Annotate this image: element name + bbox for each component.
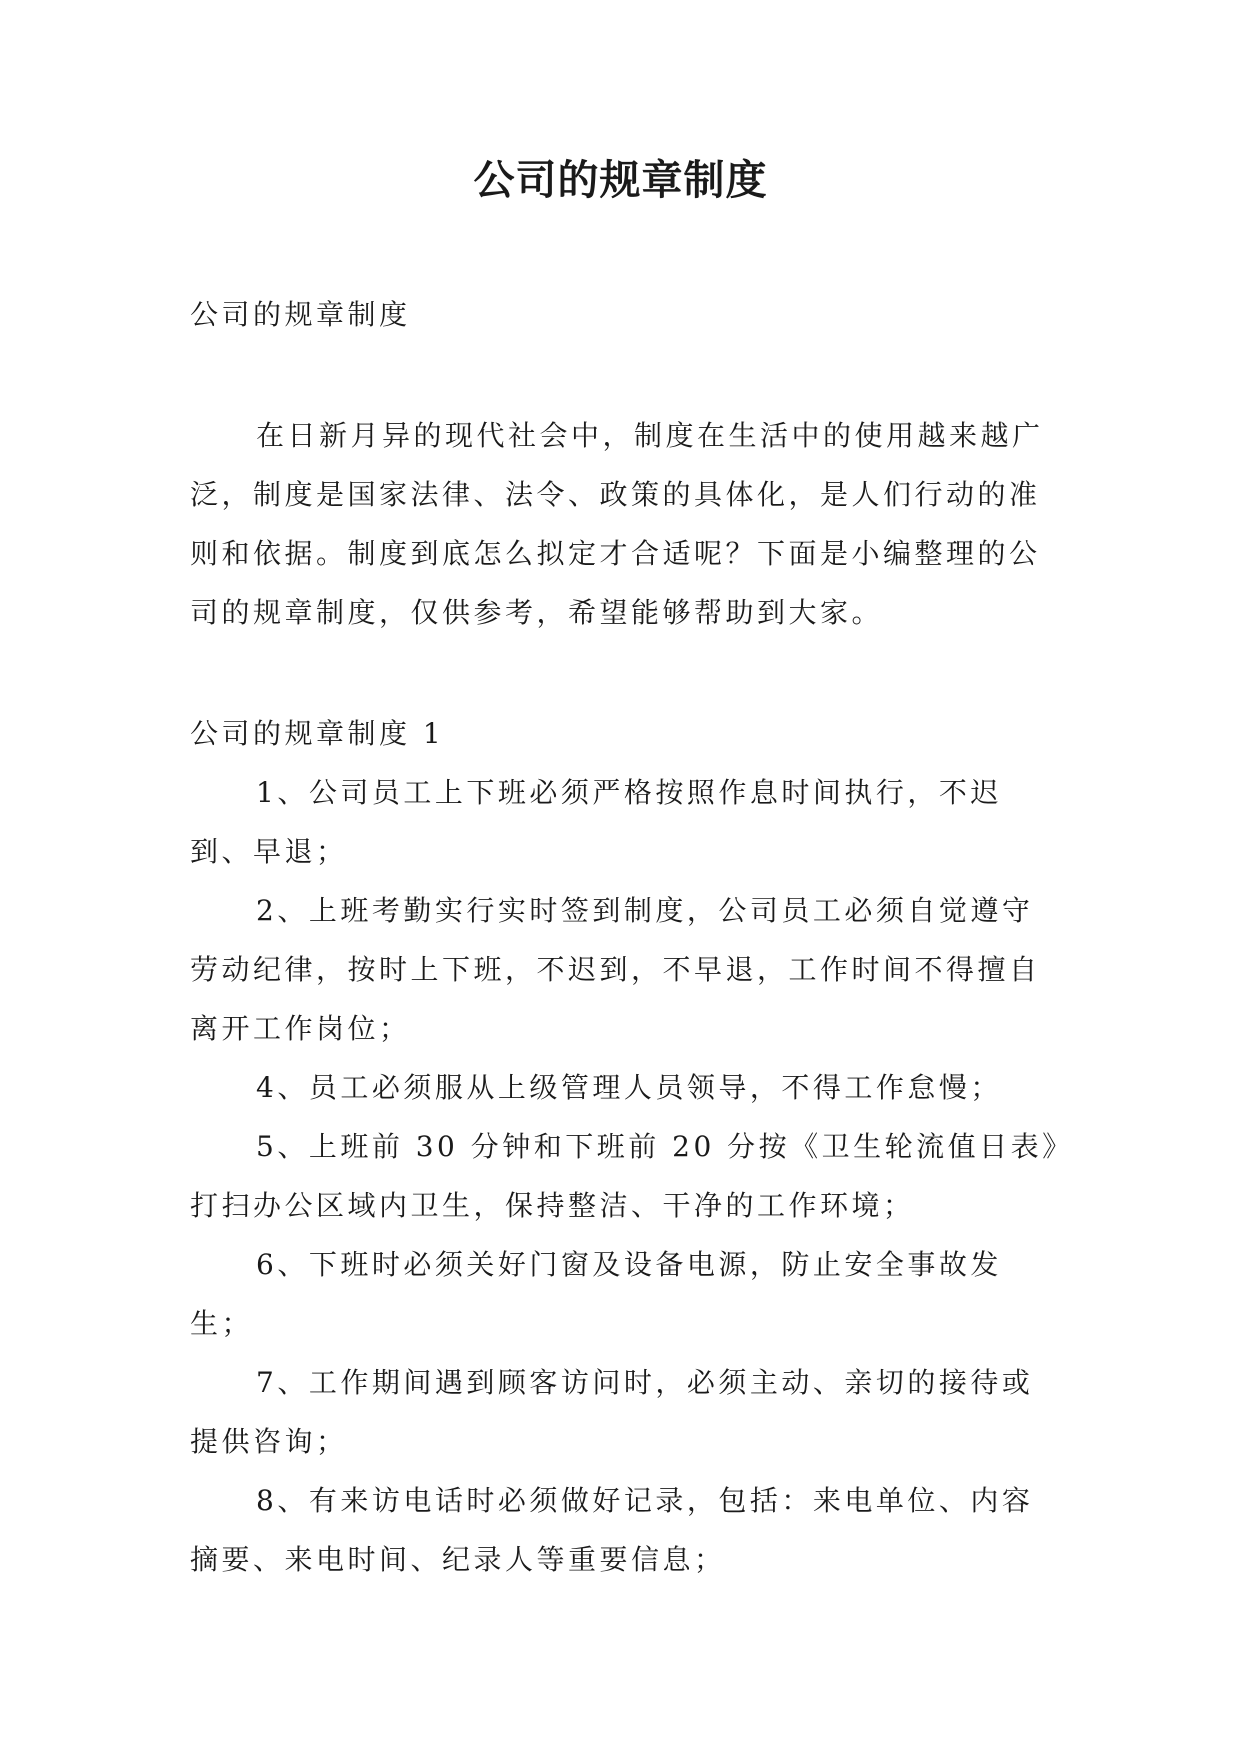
clause-paragraph: 1、公司员工上下班必须严格按照作息时间执行，不迟到、早退；	[190, 776, 1002, 868]
clause-paragraph: 8、有来访电话时必须做好记录，包括：来电单位、内容摘要、来电时间、纪录人等重要信息；	[190, 1484, 1034, 1576]
clause-paragraph: 6、下班时必须关好门窗及设备电源，防止安全事故发生；	[190, 1248, 1002, 1340]
clause-paragraph: 2、上班考勤实行实时签到制度，公司员工必须自觉遵守劳动纪律，按时上下班，不迟到，不早退，工作时间不得擅自离开工作岗位；	[190, 894, 1041, 1045]
clause-paragraph: 4、员工必须服从上级管理人员领导，不得工作怠慢；	[256, 1071, 1002, 1104]
document-subtitle: 公司的规章制度	[190, 298, 411, 331]
section-heading: 公司的规章制度 1	[190, 717, 445, 750]
document-title: 公司的规章制度	[473, 156, 768, 204]
clause-paragraph: 5、上班前 30 分钟和下班前 20 分按《卫生轮流值日表》打扫办公区域内卫生，保持整洁、干净的工作环境；	[190, 1130, 1060, 1222]
clause-paragraph: 7、工作期间遇到顾客访问时，必须主动、亲切的接待或提供咨询；	[190, 1366, 1034, 1458]
document-body	[190, 285, 1060, 1589]
intro-paragraph: 在日新月异的现代社会中，制度在生活中的使用越来越广泛，制度是国家法律、法令、政策的具体化，是人们行动的准则和依据。制度到底怎么拟定才合适呢？下面是小编整理的公司的规章制度，仅供参考，希望能够帮助到大家。	[190, 419, 1044, 629]
